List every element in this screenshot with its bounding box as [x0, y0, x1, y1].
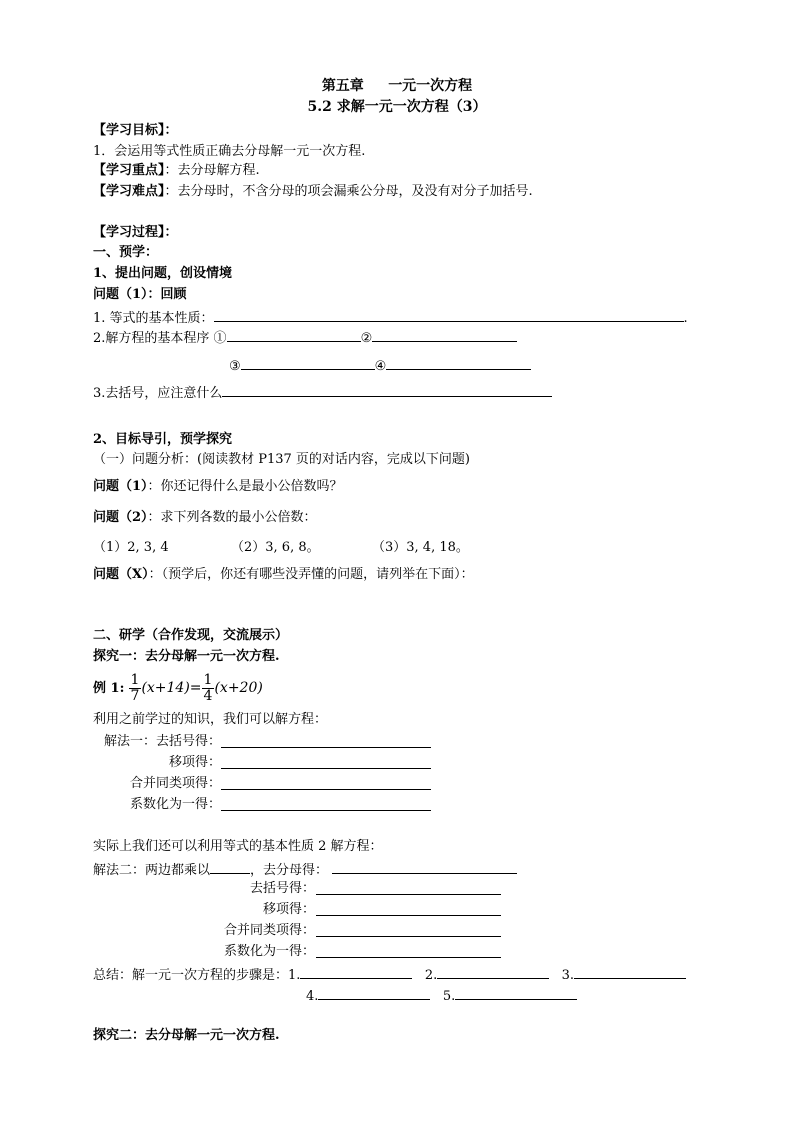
blank-line[interactable]: [316, 943, 501, 958]
blank-line[interactable]: [316, 922, 501, 937]
summary-line-1: 总结：解一元一次方程的步骤是：1. 2. 3.: [93, 964, 686, 985]
method2-step-2: 去括号得：: [249, 881, 315, 896]
blank-line[interactable]: [214, 307, 684, 322]
blank-row: [221, 775, 431, 796]
blank-line[interactable]: [222, 382, 552, 397]
blank-line[interactable]: [221, 796, 431, 811]
blank-row: [221, 754, 431, 775]
method-intro: 利用之前学过的知识，我们可以解方程：: [93, 712, 328, 727]
section-2-heading: 2、目标导引，预学探究: [93, 432, 233, 447]
blank-row: [221, 796, 431, 817]
summary-line-2: 4. 5.: [306, 985, 577, 1006]
explore-1-heading: 探究一：去分母解一元一次方程.: [93, 649, 280, 664]
blank-line[interactable]: [437, 964, 549, 979]
bracket-note-line: 3.去括号，应注意什么: [93, 382, 552, 403]
method1-step-2: 移项得：: [168, 755, 221, 770]
study-heading: 二、研学（合作发现，交流展示）: [93, 628, 289, 643]
blank-line[interactable]: [386, 355, 531, 370]
blank-line[interactable]: [316, 880, 501, 895]
difficulty: 【学习难点】：去分母时，不含分母的项会漏乘公分母，及没有对分子加括号.: [93, 184, 533, 199]
method2-step-3: 移项得：: [262, 902, 315, 917]
example-1: 例 1: $\frac{1}{7}$ (x+14)= $\frac{1}{4}$ (x+20): [93, 671, 263, 704]
method1-step-1: 解法一：去括号得：: [103, 734, 221, 749]
question-x: 问题（X）：（预学后，你还有哪些没弄懂的问题，请列举在下面）：: [93, 567, 474, 582]
procedure-line-2: ③ ④: [229, 355, 531, 376]
goal-heading: 【学习目标】：: [93, 123, 178, 138]
method2-step-4: 合并同类项得：: [223, 923, 315, 938]
equation-property-line: 1. 等式的基本性质： .: [93, 307, 688, 328]
goal-item: 1．会运用等式性质正确去分母解一元一次方程.: [93, 144, 366, 159]
question-lcm-find: 问题（2）：求下列各数的最小公倍数：: [93, 510, 317, 525]
blank-row: [316, 880, 501, 901]
explore-2-heading: 探究二：去分母解一元一次方程.: [93, 1028, 280, 1043]
method2-step-1: 解法二：两边都乘以 ，去分母得：: [93, 859, 517, 880]
blank-line[interactable]: [300, 964, 412, 979]
blank-line[interactable]: [318, 985, 430, 1000]
example-equation: $\frac{1}{7}$ (x+14)= $\frac{1}{4}$ (x+20): [130, 671, 263, 704]
method1-step-4: 系数化为一得：: [129, 797, 221, 812]
blank-line[interactable]: [227, 327, 361, 342]
key-point: 【学习重点】：去分母解方程.: [93, 163, 260, 178]
blank-line[interactable]: [221, 733, 431, 748]
blank-line[interactable]: [221, 775, 431, 790]
blank-line[interactable]: [241, 355, 375, 370]
blank-row: [221, 733, 431, 754]
question-1-review: 问题（1）：回顾: [93, 287, 187, 302]
analysis-line: （一）问题分析：(阅读教材 P137 页的对话内容，完成以下问题): [93, 452, 470, 467]
problem-3: （3）3, 4, 18。: [372, 540, 469, 555]
question-lcm: 问题（1）：你还记得什么是最小公倍数吗？: [93, 479, 343, 494]
method-intro-2: 实际上我们还可以利用等式的基本性质 2 解方程：: [93, 839, 383, 854]
chapter-title: 第五章 一元一次方程: [321, 78, 473, 94]
blank-row: [316, 943, 501, 964]
method2-step-5: 系数化为一得：: [223, 944, 315, 959]
method1-step-3: 合并同类项得：: [129, 776, 221, 791]
blank-row: [316, 922, 501, 943]
problem-1: （1）2, 3, 4: [93, 540, 169, 555]
lesson-title: 5.2 求解一元一次方程（3）: [307, 99, 487, 115]
blank-line[interactable]: [221, 754, 431, 769]
blank-line[interactable]: [210, 859, 250, 874]
section-1-heading: 1、提出问题，创设情境: [93, 266, 233, 281]
blank-line[interactable]: [332, 859, 517, 874]
blank-line[interactable]: [372, 327, 517, 342]
blank-line[interactable]: [574, 964, 686, 979]
procedure-line-1: 2.解方程的基本程序 ① ②: [93, 327, 517, 348]
blank-line[interactable]: [455, 985, 577, 1000]
blank-line[interactable]: [316, 901, 501, 916]
blank-row: [316, 901, 501, 922]
pre-study-heading: 一、预学：: [93, 245, 159, 260]
process-heading: 【学习过程】：: [93, 225, 178, 240]
problem-2: （2）3, 6, 8。: [231, 540, 320, 555]
